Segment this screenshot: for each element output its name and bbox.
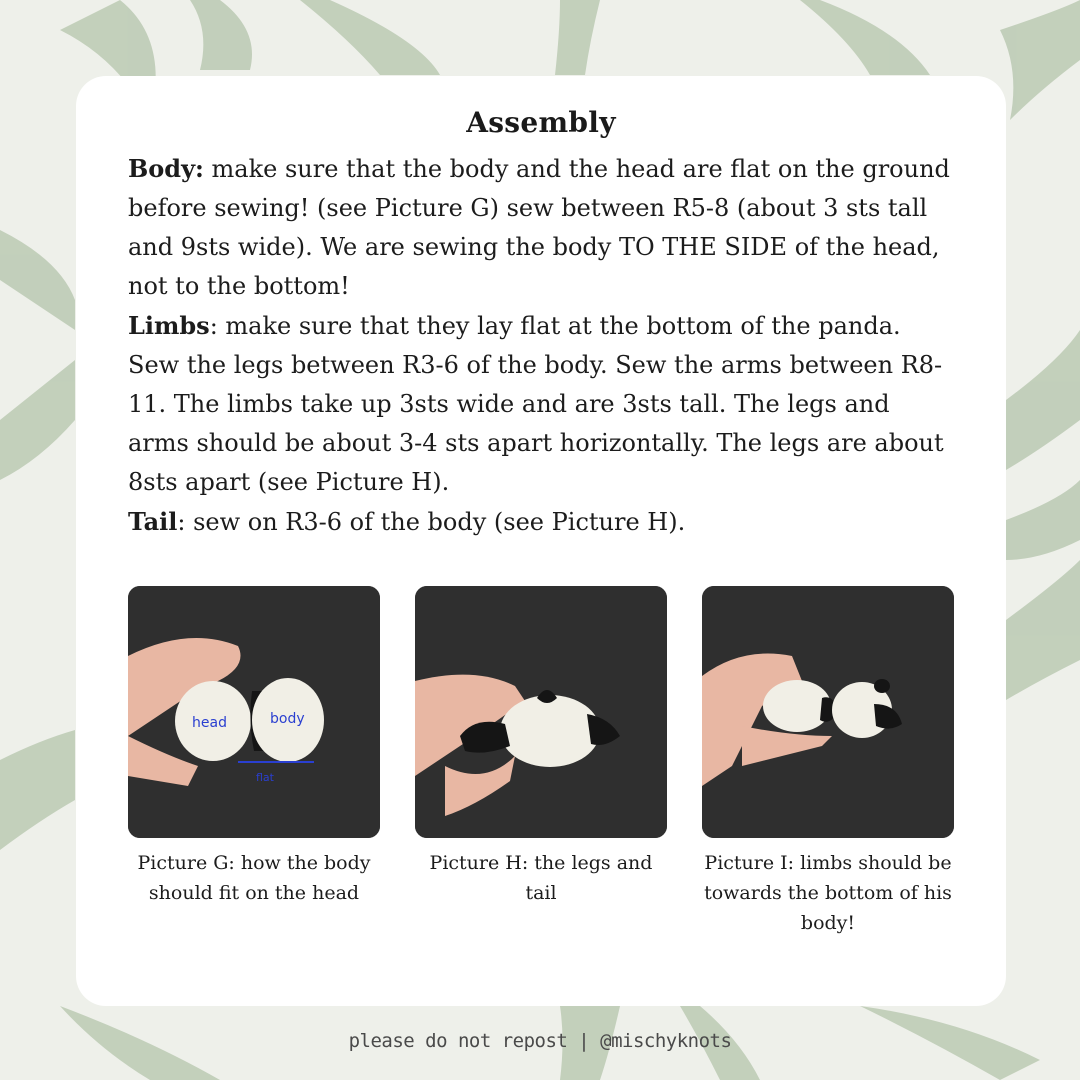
tail-label: Tail	[128, 507, 178, 536]
instructions-text	[128, 149, 954, 542]
picture-h	[415, 586, 667, 908]
picture-g-caption: Picture G: how the body should fit on the head	[137, 852, 371, 904]
picture-i	[702, 586, 954, 938]
assembly-card	[76, 76, 1006, 1006]
body-text: make sure that the body and the head are flat on the ground before sewing! (see Picture G) sew between R5-8 (about 3 sts tall and 9sts wide). We are sewing the body TO THE SIDE of the head, not to the bottom!	[128, 155, 950, 300]
picture-i-caption: Picture I: limbs should be towards the bottom of his body!	[704, 852, 952, 934]
footer-watermark: please do not repost | @mischyknots	[348, 1030, 732, 1052]
picture-i-image	[702, 586, 954, 838]
picture-h-image	[415, 586, 667, 838]
limbs-label: Limbs	[128, 311, 210, 340]
body-label: Body:	[128, 154, 204, 183]
limbs-text: : make sure that they lay flat at the bottom of the panda. Sew the legs between R3-6 of the body. Sew the arms between R8-11. The limbs take up 3sts wide and are 3sts tall. The legs and arms should be about 3-4 sts apart horizontally. The legs are about 8sts apart (see Picture H).	[128, 312, 944, 496]
head-annotation: head	[192, 715, 227, 731]
body-annotation: body	[270, 711, 305, 727]
flat-annotation: flat	[256, 771, 274, 784]
picture-h-caption: Picture H: the legs and tail	[429, 852, 653, 904]
page-title: Assembly	[466, 106, 616, 139]
tail-text: : sew on R3-6 of the body (see Picture H).	[177, 508, 686, 536]
panda-body-icon	[763, 680, 831, 732]
picture-g	[128, 586, 380, 908]
photo-row	[128, 586, 954, 946]
picture-g-image	[128, 586, 380, 838]
panda-body-icon	[500, 695, 600, 767]
